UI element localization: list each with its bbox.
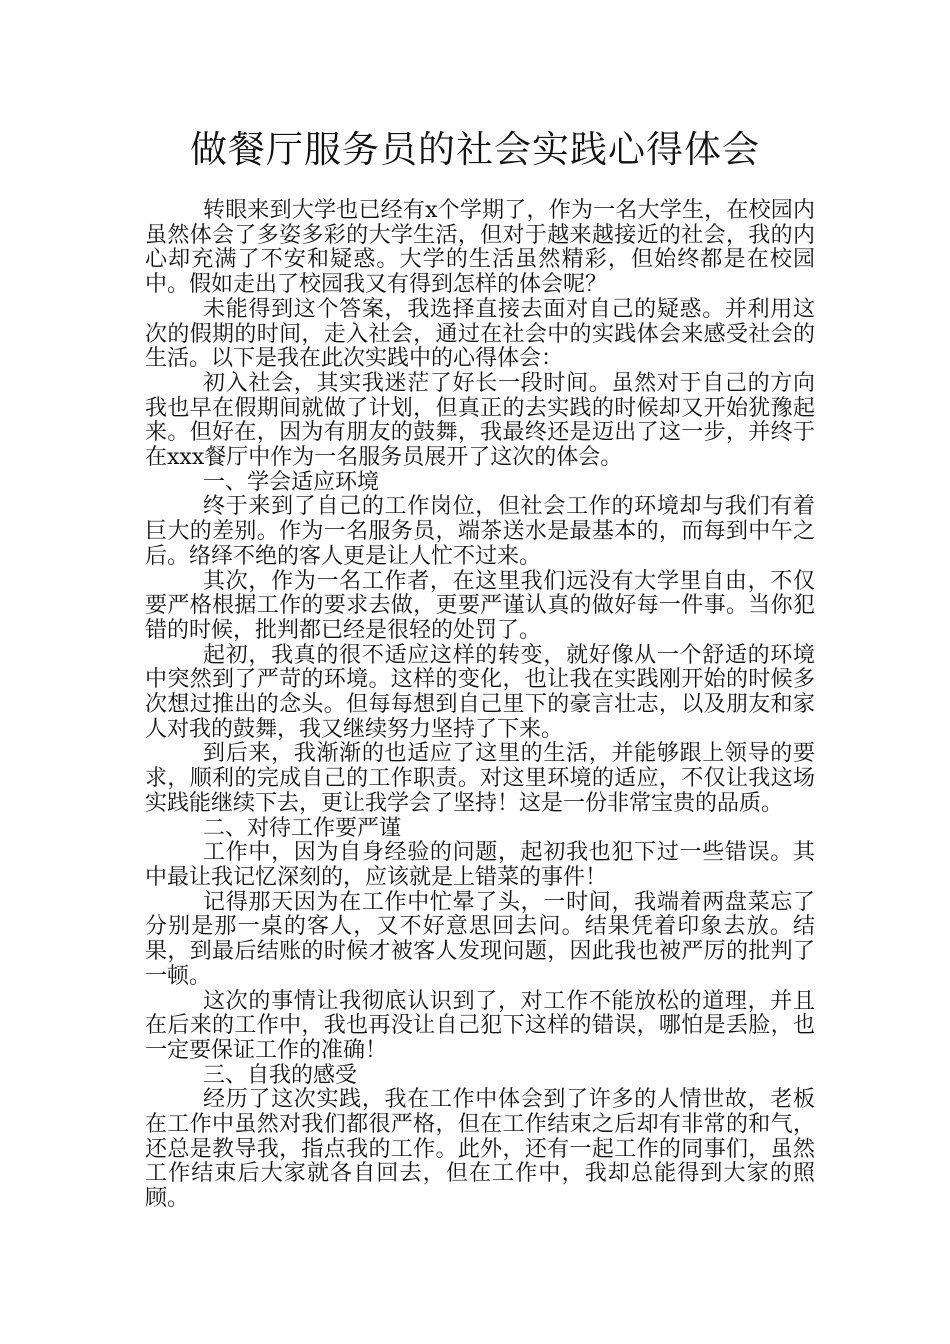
section-heading: 一、学会适应环境: [203, 469, 380, 495]
paragraph: 未能得到这个答案，我选择直接去面对自己的疑惑。并利用这次的假期的时间，走入社会，通过在社会中的实践体会来感受社会的生活。以下是我在此次实践中的心得体会：: [145, 296, 815, 372]
paragraph: 终于来到了自己的工作岗位，但社会工作的环境却与我们有着巨大的差别。作为一名服务员，端茶送水是最基本的，而每到中午之后。络绎不绝的客人更是让人忙不过来。: [145, 494, 815, 569]
paragraph: 这次的事情让我彻底认识到了，对工作不能放松的道理，并且在后来的工作中，我也再没让自己犯下这样的错误，哪怕是丢脸，也一定要保证工作的准确！: [145, 988, 815, 1063]
section-heading: 二、对待工作要严谨: [203, 815, 402, 841]
document-title: 做餐厅服务员的社会实践心得体会: [190, 128, 760, 171]
paragraph: 到后来，我渐渐的也适应了这里的生活，并能够跟上领导的要求，顺利的完成自己的工作职责。对这里环境的适应，不仅让我这场实践能继续下去，更让我学会了坚持！这是一份非常宝贵的品质。: [145, 741, 815, 816]
paragraph: 起初，我真的很不适应这样的转变，就好像从一个舒适的环境中突然到了严苛的环境。这样的变化，也让我在实践刚开始的时候多次想过推出的念头。但每每想到自己里下的豪言壮志，以及朋友和家人对我的鼓舞，我又继续努力坚持了下来。: [145, 642, 815, 742]
document-body: [145, 199, 815, 1212]
paragraph: 工作中，因为自身经验的问题，起初我也犯下过一些错误。其中最让我记忆深刻的，应该就是上错菜的事件！: [145, 840, 815, 890]
paragraph: 转眼来到大学也已经有x个学期了，作为一名大学生，在校园内虽然体会了多姿多彩的大学生活，但对于越来越接近的社会，我的内心却充满了不安和疑惑。大学的生活虽然精彩，但始终都是在校园中。假如走出了校园我又有得到怎样的体会呢？: [145, 198, 815, 298]
paragraph: 记得那天因为在工作中忙晕了头，一时间，我端着两盘菜忘了分别是那一桌的客人，又不好意思回去问。结果凭着印象去放。结果，到最后结账的时候才被客人发现问题，因此我也被严厉的批判了一顿。: [145, 889, 815, 989]
paragraph: 初入社会，其实我迷茫了好长一段时间。虽然对于自己的方向我也早在假期间就做了计划，但真正的去实践的时候却又开始犹豫起来。但好在，因为有朋友的鼓舞，我最终还是迈出了这一步，并终于在xxx餐厅中作为一名服务员展开了这次的体会。: [145, 370, 815, 471]
paragraph: 其次，作为一名工作者，在这里我们远没有大学里自由，不仅要严格根据工作的要求去做，更要严谨认真的做好每一件事。当你犯错的时候，批判都已经是很轻的处罚了。: [145, 568, 815, 643]
section-heading: 三、自我的感受: [203, 1062, 358, 1088]
paragraph: 经历了这次实践，我在工作中体会到了许多的人情世故，老板在工作中虽然对我们都很严格，但在工作结束之后却有非常的和气，还总是教导我，指点我的工作。此外，还有一起工作的同事们，虽然工作结束后大家就各自回去，但在工作中，我却总能得到大家的照顾。: [145, 1087, 815, 1212]
